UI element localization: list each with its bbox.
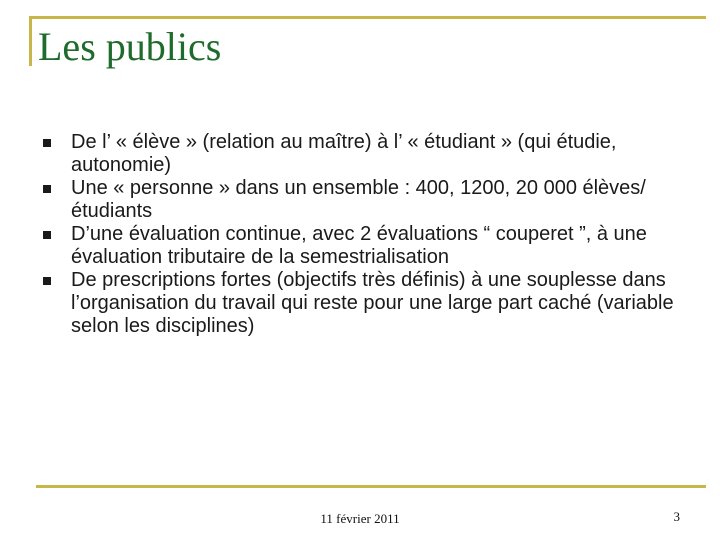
bullet-text: De l’ « élève » (relation au maître) à l’ « étudiant » (qui étudie, autonomie) xyxy=(71,131,617,176)
bullet-item xyxy=(40,177,690,223)
bullet-text: De prescriptions fortes (objectifs très définis) à une souplesse dans l’organisation du travail qui reste pour une large part caché (variable selon les disciplines) xyxy=(71,269,674,337)
bullet-text: Une « personne » dans un ensemble : 400, 1200, 20 000 élèves/étudiants xyxy=(71,177,646,222)
slide-title: Les publics xyxy=(38,24,222,69)
bullet-list xyxy=(40,131,690,338)
frame-left-rule xyxy=(29,16,32,66)
bullet-item xyxy=(40,131,690,177)
square-bullet-icon xyxy=(43,231,51,239)
frame-bottom-rule xyxy=(36,485,706,488)
frame-top-rule xyxy=(29,16,706,19)
bullet-text: D’une évaluation continue, avec 2 évaluations “ couperet ”, à une évaluation tributaire de la semestrialisation xyxy=(71,223,647,268)
square-bullet-icon xyxy=(43,139,51,147)
bullet-item xyxy=(40,223,690,269)
page-number: 3 xyxy=(673,509,680,524)
square-bullet-icon xyxy=(43,185,51,193)
footer-date: 11 février 2011 xyxy=(320,511,400,526)
bullet-item xyxy=(40,269,690,338)
square-bullet-icon xyxy=(43,277,51,285)
